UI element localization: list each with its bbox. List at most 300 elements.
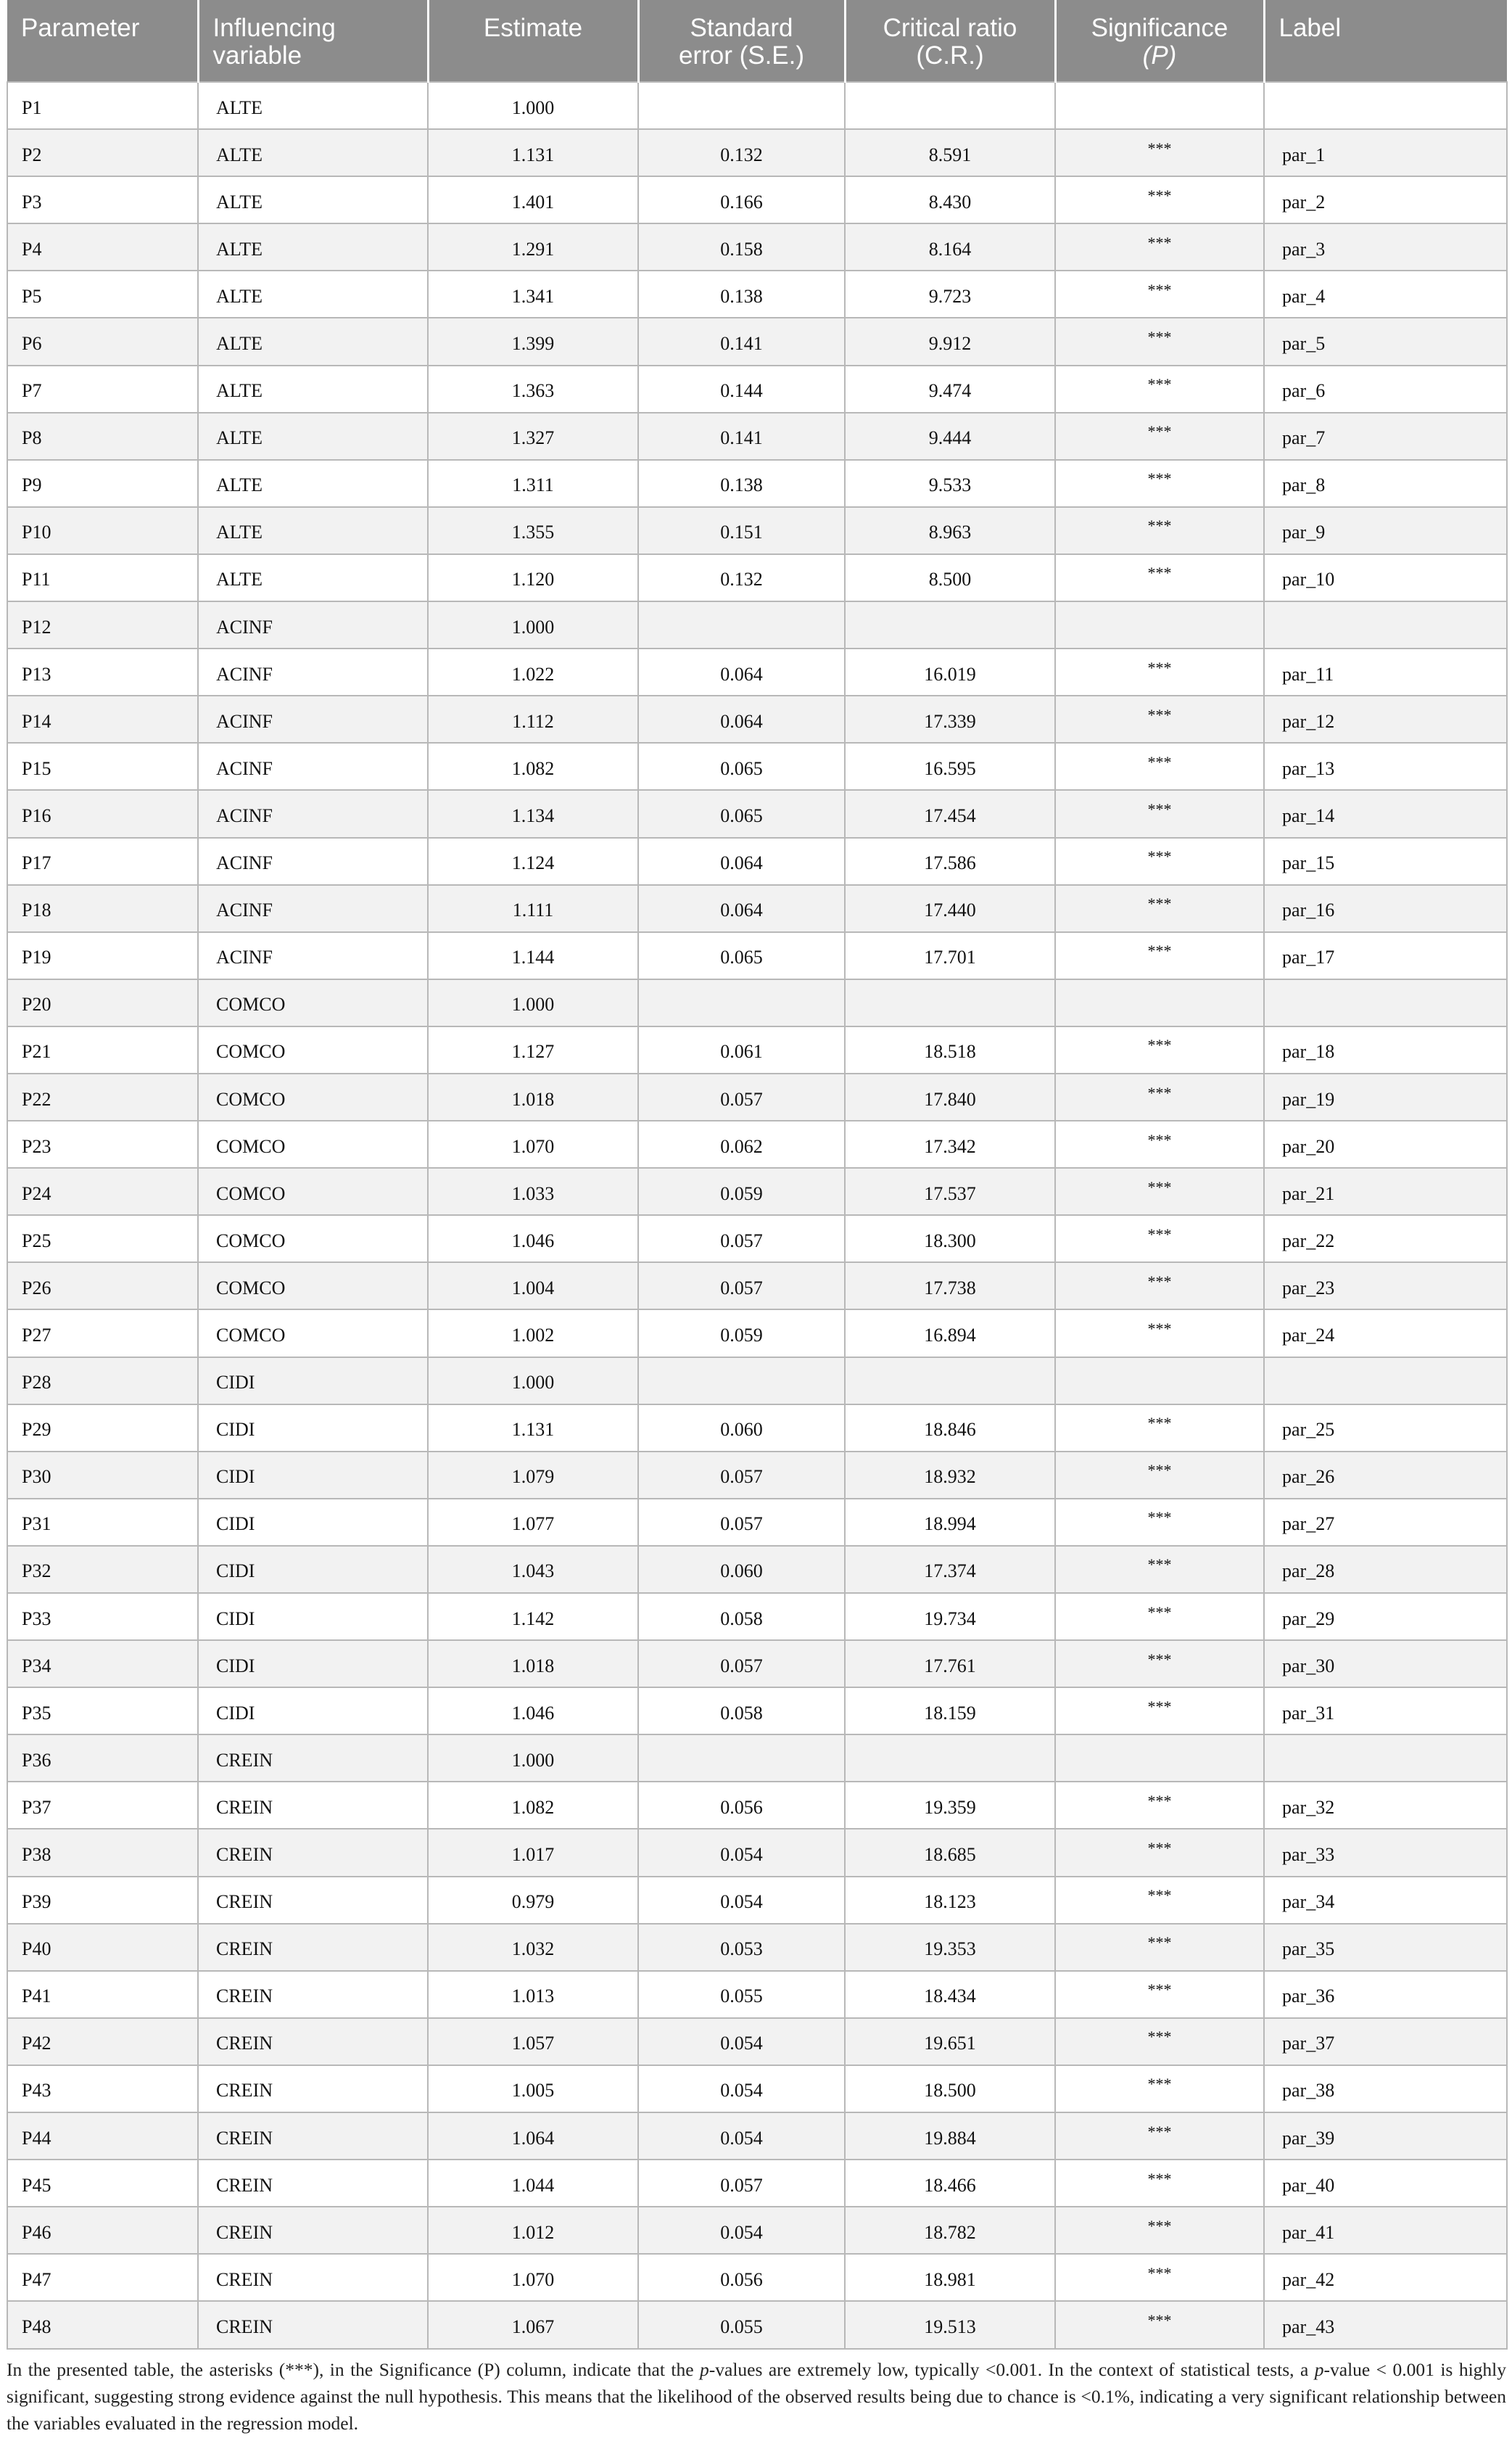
table-row [7,601,1507,649]
cell-standard-error: 0.065 [638,932,845,979]
cell-label: par_18 [1264,1026,1507,1074]
cell-influencing-variable: COMCO [198,1309,428,1357]
cell-influencing-variable: CREIN [198,1924,428,1971]
cell-estimate: 1.120 [428,554,638,601]
cell-standard-error: 0.064 [638,885,845,932]
cell-standard-error: 0.064 [638,696,845,743]
cell-influencing-variable: CREIN [198,2112,428,2160]
cell-significance: *** [1055,1924,1264,1971]
cell-label: par_2 [1264,176,1507,223]
cell-influencing-variable: ACINF [198,649,428,696]
cell-estimate: 1.134 [428,790,638,837]
cell-label: par_41 [1264,2207,1507,2254]
cell-estimate: 1.082 [428,743,638,790]
cell-influencing-variable: CREIN [198,1829,428,1876]
cell-standard-error: 0.138 [638,460,845,507]
cell-label: par_17 [1264,932,1507,979]
table-row [7,1782,1507,1829]
cell-parameter: P16 [7,790,198,837]
cell-parameter: P2 [7,129,198,176]
cell-influencing-variable: ALTE [198,318,428,365]
cell-critical-ratio: 9.444 [845,413,1055,460]
cell-significance: *** [1055,1640,1264,1687]
regression-weights-table [7,0,1508,2350]
cell-significance: *** [1055,1404,1264,1452]
cell-label: par_40 [1264,2160,1507,2207]
cell-standard-error [638,1357,845,1404]
cell-estimate: 1.012 [428,2207,638,2254]
cell-influencing-variable: ALTE [198,223,428,271]
cell-parameter: P43 [7,2065,198,2112]
cell-label: par_32 [1264,1782,1507,1829]
cell-estimate: 1.131 [428,1404,638,1452]
table-row [7,932,1507,979]
cell-parameter: P19 [7,932,198,979]
cell-standard-error [638,1734,845,1782]
cell-critical-ratio: 18.300 [845,1215,1055,1262]
cell-standard-error: 0.056 [638,2254,845,2301]
cell-influencing-variable: ACINF [198,932,428,979]
cell-standard-error: 0.132 [638,129,845,176]
cell-estimate: 1.070 [428,2254,638,2301]
cell-estimate: 1.124 [428,838,638,885]
cell-estimate: 1.044 [428,2160,638,2207]
cell-critical-ratio: 8.430 [845,176,1055,223]
cell-parameter: P29 [7,1404,198,1452]
cell-critical-ratio [845,601,1055,649]
cell-critical-ratio: 19.651 [845,2018,1055,2065]
table-row [7,743,1507,790]
cell-parameter: P24 [7,1168,198,1215]
table-row [7,2207,1507,2254]
cell-critical-ratio: 16.894 [845,1309,1055,1357]
cell-parameter: P34 [7,1640,198,1687]
cell-critical-ratio: 18.994 [845,1499,1055,1546]
cell-significance [1055,979,1264,1026]
cell-influencing-variable: ALTE [198,413,428,460]
cell-standard-error: 0.057 [638,1452,845,1499]
cell-influencing-variable: COMCO [198,1121,428,1168]
header-standard-error: Standard error (S.E.) [638,0,845,82]
cell-significance: *** [1055,838,1264,885]
cell-parameter: P37 [7,1782,198,1829]
table-row [7,1924,1507,1971]
cell-standard-error: 0.141 [638,318,845,365]
cell-influencing-variable: COMCO [198,1262,428,1309]
cell-critical-ratio: 18.932 [845,1452,1055,1499]
cell-significance: *** [1055,507,1264,554]
cell-critical-ratio: 9.912 [845,318,1055,365]
cell-parameter: P39 [7,1877,198,1924]
cell-critical-ratio: 17.586 [845,838,1055,885]
cell-parameter: P28 [7,1357,198,1404]
cell-significance: *** [1055,2254,1264,2301]
table-row [7,2254,1507,2301]
cell-critical-ratio: 9.723 [845,271,1055,318]
cell-critical-ratio: 17.537 [845,1168,1055,1215]
cell-influencing-variable: COMCO [198,1168,428,1215]
table-row [7,1215,1507,1262]
cell-significance: *** [1055,271,1264,318]
cell-standard-error: 0.065 [638,790,845,837]
cell-significance: *** [1055,2112,1264,2160]
cell-estimate: 1.079 [428,1452,638,1499]
cell-influencing-variable: CIDI [198,1687,428,1734]
cell-influencing-variable: ALTE [198,507,428,554]
cell-significance: *** [1055,1262,1264,1309]
cell-label: par_15 [1264,838,1507,885]
table-row [7,460,1507,507]
cell-influencing-variable: COMCO [198,1074,428,1121]
header-row [7,0,1507,82]
table-row [7,1309,1507,1357]
cell-estimate: 1.111 [428,885,638,932]
cell-parameter: P40 [7,1924,198,1971]
cell-significance: *** [1055,1971,1264,2018]
cell-label: par_6 [1264,366,1507,413]
cell-influencing-variable: CIDI [198,1499,428,1546]
cell-significance: *** [1055,649,1264,696]
cell-critical-ratio: 18.500 [845,2065,1055,2112]
cell-significance: *** [1055,696,1264,743]
cell-critical-ratio: 16.019 [845,649,1055,696]
cell-significance [1055,601,1264,649]
cell-standard-error [638,601,845,649]
cell-parameter: P6 [7,318,198,365]
cell-influencing-variable: CIDI [198,1640,428,1687]
cell-standard-error: 0.151 [638,507,845,554]
cell-parameter: P3 [7,176,198,223]
cell-significance: *** [1055,413,1264,460]
cell-critical-ratio: 19.734 [845,1593,1055,1640]
cell-influencing-variable: ACINF [198,838,428,885]
cell-significance: *** [1055,1593,1264,1640]
cell-estimate: 1.000 [428,1357,638,1404]
cell-influencing-variable: CIDI [198,1357,428,1404]
cell-label: par_4 [1264,271,1507,318]
cell-label: par_5 [1264,318,1507,365]
cell-influencing-variable: ALTE [198,460,428,507]
cell-influencing-variable: CIDI [198,1593,428,1640]
cell-significance: *** [1055,2160,1264,2207]
cell-parameter: P31 [7,1499,198,1546]
cell-label: par_37 [1264,2018,1507,2065]
cell-significance: *** [1055,1168,1264,1215]
cell-significance: *** [1055,1026,1264,1074]
header-influencing-variable: Influencing variable [198,0,428,82]
cell-label: par_11 [1264,649,1507,696]
cell-parameter: P8 [7,413,198,460]
cell-label: par_33 [1264,1829,1507,1876]
cell-label: par_43 [1264,2301,1507,2348]
table-row [7,1404,1507,1452]
cell-label: par_21 [1264,1168,1507,1215]
cell-influencing-variable: ACINF [198,696,428,743]
cell-critical-ratio: 8.500 [845,554,1055,601]
table-row [7,413,1507,460]
table-row [7,1168,1507,1215]
cell-estimate: 1.082 [428,1782,638,1829]
cell-standard-error: 0.057 [638,1074,845,1121]
cell-influencing-variable: CIDI [198,1546,428,1593]
cell-estimate: 1.005 [428,2065,638,2112]
cell-influencing-variable: CREIN [198,1877,428,1924]
table-row [7,129,1507,176]
table-header [7,0,1507,82]
cell-critical-ratio: 9.474 [845,366,1055,413]
cell-standard-error: 0.058 [638,1593,845,1640]
table-row [7,2160,1507,2207]
cell-parameter: P27 [7,1309,198,1357]
table-row [7,2301,1507,2348]
cell-critical-ratio: 8.963 [845,507,1055,554]
cell-standard-error: 0.138 [638,271,845,318]
cell-estimate: 1.131 [428,129,638,176]
cell-parameter: P7 [7,366,198,413]
cell-standard-error: 0.060 [638,1546,845,1593]
cell-estimate: 1.017 [428,1829,638,1876]
cell-parameter: P4 [7,223,198,271]
cell-critical-ratio: 19.353 [845,1924,1055,1971]
cell-estimate: 1.401 [428,176,638,223]
cell-label: par_9 [1264,507,1507,554]
cell-standard-error: 0.053 [638,1924,845,1971]
table-row [7,554,1507,601]
cell-label: par_16 [1264,885,1507,932]
cell-estimate: 1.399 [428,318,638,365]
cell-influencing-variable: ALTE [198,176,428,223]
table-row [7,176,1507,223]
cell-significance: *** [1055,1782,1264,1829]
cell-parameter: P42 [7,2018,198,2065]
cell-critical-ratio: 18.159 [845,1687,1055,1734]
table-row [7,1593,1507,1640]
cell-influencing-variable: ALTE [198,554,428,601]
cell-label: par_10 [1264,554,1507,601]
cell-parameter: P18 [7,885,198,932]
table-row [7,838,1507,885]
cell-standard-error: 0.064 [638,838,845,885]
cell-critical-ratio: 17.374 [845,1546,1055,1593]
cell-influencing-variable: ALTE [198,82,428,129]
cell-parameter: P17 [7,838,198,885]
cell-standard-error: 0.056 [638,1782,845,1829]
cell-label: par_24 [1264,1309,1507,1357]
cell-standard-error: 0.057 [638,1215,845,1262]
cell-estimate: 1.363 [428,366,638,413]
cell-label: par_7 [1264,413,1507,460]
cell-critical-ratio: 17.440 [845,885,1055,932]
cell-significance: *** [1055,2301,1264,2348]
cell-standard-error: 0.158 [638,223,845,271]
cell-standard-error: 0.054 [638,2018,845,2065]
cell-standard-error: 0.060 [638,1404,845,1452]
cell-critical-ratio: 18.434 [845,1971,1055,2018]
cell-influencing-variable: CREIN [198,1971,428,2018]
table-row [7,271,1507,318]
cell-estimate: 1.311 [428,460,638,507]
table-row [7,1262,1507,1309]
cell-parameter: P25 [7,1215,198,1262]
cell-significance: *** [1055,223,1264,271]
cell-standard-error: 0.057 [638,1262,845,1309]
cell-critical-ratio: 17.701 [845,932,1055,979]
cell-critical-ratio: 17.840 [845,1074,1055,1121]
cell-significance: *** [1055,2018,1264,2065]
cell-critical-ratio: 17.761 [845,1640,1055,1687]
cell-influencing-variable: ALTE [198,129,428,176]
cell-label: par_27 [1264,1499,1507,1546]
cell-parameter: P33 [7,1593,198,1640]
cell-estimate: 1.142 [428,1593,638,1640]
cell-standard-error: 0.064 [638,649,845,696]
table-row [7,1971,1507,2018]
cell-estimate: 0.979 [428,1877,638,1924]
cell-parameter: P10 [7,507,198,554]
cell-significance: *** [1055,1452,1264,1499]
cell-standard-error: 0.062 [638,1121,845,1168]
table-row [7,1687,1507,1734]
cell-label: par_26 [1264,1452,1507,1499]
table-row [7,790,1507,837]
table-row [7,1546,1507,1593]
cell-label: par_23 [1264,1262,1507,1309]
cell-standard-error: 0.058 [638,1687,845,1734]
cell-influencing-variable: CREIN [198,2018,428,2065]
cell-parameter: P20 [7,979,198,1026]
cell-standard-error: 0.055 [638,1971,845,2018]
cell-critical-ratio: 18.123 [845,1877,1055,1924]
cell-parameter: P36 [7,1734,198,1782]
cell-influencing-variable: CIDI [198,1452,428,1499]
cell-parameter: P11 [7,554,198,601]
cell-significance: *** [1055,932,1264,979]
cell-significance [1055,82,1264,129]
cell-estimate: 1.046 [428,1687,638,1734]
cell-standard-error: 0.054 [638,1877,845,1924]
cell-parameter: P15 [7,743,198,790]
cell-estimate: 1.000 [428,1734,638,1782]
cell-label [1264,979,1507,1026]
cell-estimate: 1.057 [428,2018,638,2065]
table-row [7,2065,1507,2112]
cell-label: par_20 [1264,1121,1507,1168]
cell-standard-error [638,82,845,129]
cell-label [1264,601,1507,649]
cell-standard-error: 0.057 [638,2160,845,2207]
cell-parameter: P47 [7,2254,198,2301]
cell-influencing-variable: COMCO [198,979,428,1026]
cell-label: par_31 [1264,1687,1507,1734]
cell-estimate: 1.000 [428,82,638,129]
cell-estimate: 1.000 [428,601,638,649]
cell-label [1264,1734,1507,1782]
cell-significance: *** [1055,885,1264,932]
cell-parameter: P30 [7,1452,198,1499]
cell-standard-error: 0.059 [638,1168,845,1215]
cell-estimate: 1.355 [428,507,638,554]
cell-standard-error: 0.057 [638,1499,845,1546]
cell-critical-ratio: 18.782 [845,2207,1055,2254]
cell-standard-error: 0.057 [638,1640,845,1687]
cell-critical-ratio: 18.518 [845,1026,1055,1074]
cell-critical-ratio: 18.981 [845,2254,1055,2301]
header-label: Label [1264,0,1507,82]
cell-significance: *** [1055,460,1264,507]
cell-influencing-variable: CREIN [198,1782,428,1829]
cell-estimate: 1.144 [428,932,638,979]
cell-critical-ratio: 9.533 [845,460,1055,507]
cell-significance: *** [1055,1687,1264,1734]
cell-label: par_12 [1264,696,1507,743]
cell-label: par_28 [1264,1546,1507,1593]
cell-parameter: P32 [7,1546,198,1593]
table-row [7,507,1507,554]
cell-label: par_22 [1264,1215,1507,1262]
cell-parameter: P13 [7,649,198,696]
cell-parameter: P41 [7,1971,198,2018]
table-row [7,1121,1507,1168]
cell-estimate: 1.043 [428,1546,638,1593]
cell-critical-ratio [845,1734,1055,1782]
cell-estimate: 1.327 [428,413,638,460]
table-row [7,318,1507,365]
cell-estimate: 1.018 [428,1640,638,1687]
cell-label: par_8 [1264,460,1507,507]
cell-estimate: 1.032 [428,1924,638,1971]
cell-significance [1055,1734,1264,1782]
cell-standard-error: 0.054 [638,2207,845,2254]
table-row [7,1357,1507,1404]
table-row [7,366,1507,413]
cell-parameter: P48 [7,2301,198,2348]
cell-significance: *** [1055,1546,1264,1593]
cell-significance: *** [1055,318,1264,365]
cell-critical-ratio [845,82,1055,129]
cell-label: par_3 [1264,223,1507,271]
cell-standard-error: 0.061 [638,1026,845,1074]
cell-significance: *** [1055,1074,1264,1121]
cell-parameter: P5 [7,271,198,318]
cell-label: par_38 [1264,2065,1507,2112]
cell-influencing-variable: ACINF [198,601,428,649]
header-estimate: Estimate [428,0,638,82]
cell-parameter: P12 [7,601,198,649]
cell-significance: *** [1055,2207,1264,2254]
cell-parameter: P38 [7,1829,198,1876]
cell-parameter: P1 [7,82,198,129]
cell-estimate: 1.341 [428,271,638,318]
cell-critical-ratio: 17.738 [845,1262,1055,1309]
cell-influencing-variable: CREIN [198,1734,428,1782]
cell-critical-ratio: 19.513 [845,2301,1055,2348]
cell-standard-error: 0.065 [638,743,845,790]
cell-significance: *** [1055,129,1264,176]
cell-significance: *** [1055,2065,1264,2112]
table-row [7,1452,1507,1499]
cell-critical-ratio: 18.466 [845,2160,1055,2207]
table-row [7,1026,1507,1074]
cell-significance: *** [1055,1121,1264,1168]
cell-label: par_1 [1264,129,1507,176]
cell-standard-error: 0.054 [638,2112,845,2160]
cell-critical-ratio: 18.685 [845,1829,1055,1876]
table-body [7,82,1507,2349]
cell-standard-error: 0.055 [638,2301,845,2348]
cell-influencing-variable: COMCO [198,1215,428,1262]
cell-critical-ratio: 19.884 [845,2112,1055,2160]
cell-significance: *** [1055,1499,1264,1546]
